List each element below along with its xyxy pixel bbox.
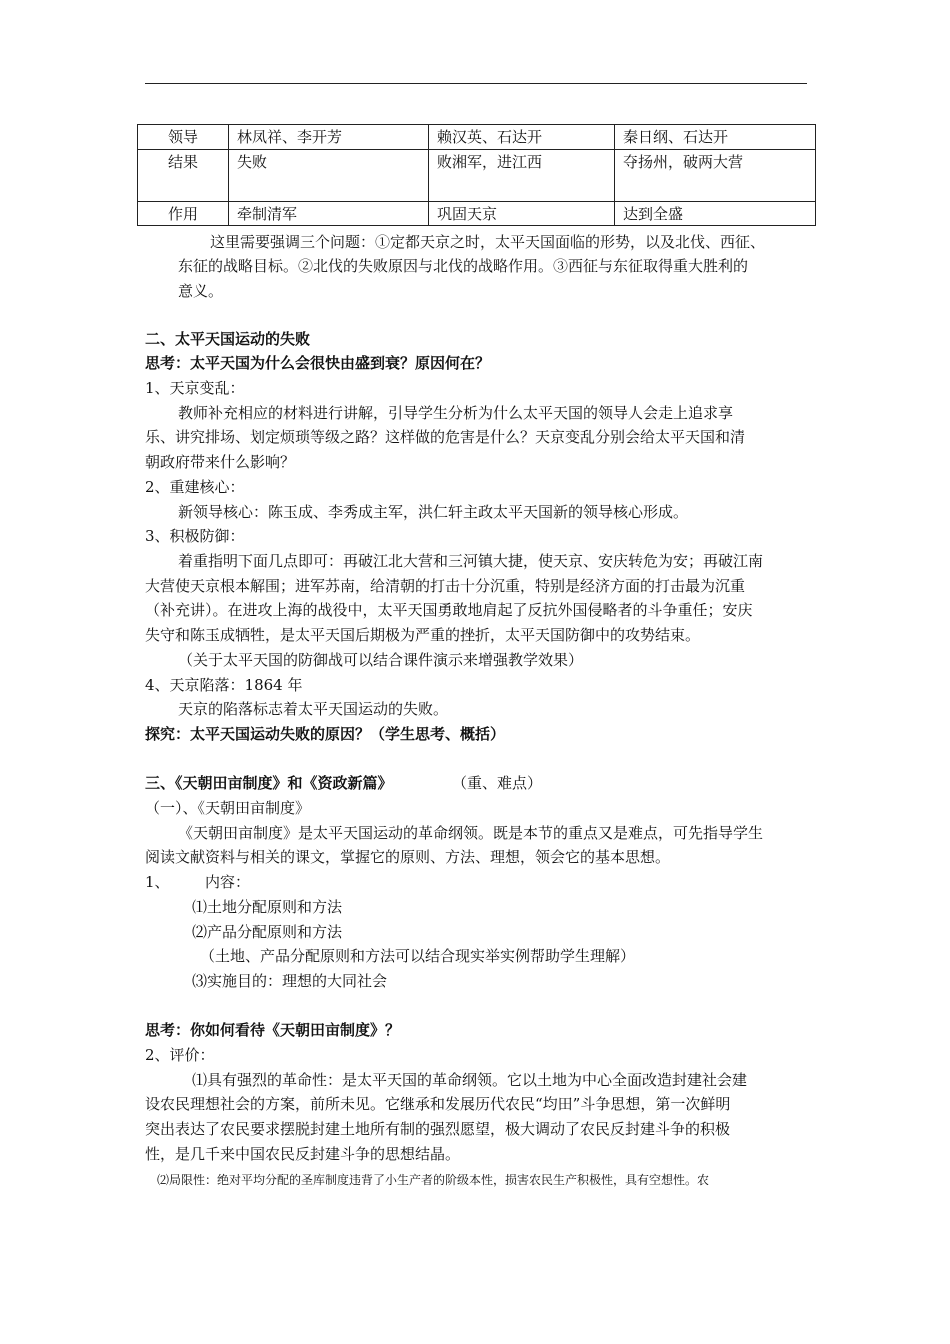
table-cell: 牵制清军 (229, 202, 429, 226)
table-cell: 巩固天京 (429, 202, 615, 226)
paragraph-line: 这里需要强调三个问题：①定都天京之时，太平天国面临的形势，以及北伐、西征、 (210, 233, 766, 251)
paragraph-line: 大营使天京根本解围；进军苏南，给清朝的打击十分沉重，特别是经济方面的打击最为沉重 (145, 577, 746, 595)
table-cell: 林凤祥、李开芳 (229, 125, 429, 150)
list-item-label: 内容： (205, 873, 251, 891)
paragraph-line: 性，是几千来中国农民反封建斗争的思想结晶。 (145, 1145, 461, 1163)
table-row (138, 202, 816, 226)
think-question: 思考：太平天国为什么会很快由盛到衰？原因何在？ (145, 354, 491, 372)
think-question: 思考：你如何看待《天朝田亩制度》？ (145, 1021, 401, 1039)
paragraph-line: ⑵局限性：绝对平均分配的圣库制度违背了小生产者的阶级本性，损害农民生产积极性，具有空想性。农 (157, 1173, 710, 1187)
section-heading: 二、太平天国运动的失败 (145, 330, 311, 348)
list-item: 2、重建核心： (145, 478, 245, 496)
table-row (138, 150, 816, 202)
list-item: 1、天京变乱： (145, 379, 245, 397)
table-row (138, 125, 816, 150)
paragraph-line: 《天朝田亩制度》是太平天国运动的革命纲领。既是本节的重点又是难点，可先指导学生 (178, 824, 764, 842)
section-note: （重、难点） (452, 774, 543, 792)
table-cell: 赖汉英、石达开 (429, 125, 615, 150)
paragraph-line: 朝政府带来什么影响？ (145, 453, 296, 471)
list-item: ⑵产品分配原则和方法 (192, 923, 343, 941)
table-cell: 失败 (229, 150, 429, 202)
paragraph-line: 阅读文献资料与相关的课文，掌握它的原则、方法、理想，领会它的基本思想。 (145, 848, 671, 866)
campaign-table (137, 124, 816, 226)
paragraph-line: （土地、产品分配原则和方法可以结合现实举实例帮助学生理解） (200, 947, 636, 965)
header-rule (145, 83, 807, 84)
table-cell: 败湘军，进江西 (429, 150, 615, 202)
list-item: 2、评价： (145, 1046, 215, 1064)
paragraph-line: （补充讲）。在进攻上海的战役中，太平天国勇敢地肩起了反抗外国侵略者的斗争重任；安庆 (145, 601, 753, 619)
paragraph-line: 教师补充相应的材料进行讲解，引导学生分析为什么太平天国的领导人会走上追求享 (178, 404, 734, 422)
paragraph-line: 天京的陷落标志着太平天国运动的失败。 (178, 700, 449, 718)
paragraph-line: 新领导核心：陈玉成、李秀成主军，洪仁轩主政太平天国新的领导核心形成。 (178, 503, 689, 521)
table-cell: 达到全盛 (615, 202, 816, 226)
paragraph-line: 着重指明下面几点即可：再破江北大营和三河镇大捷，使天京、安庆转危为安；再破江南 (178, 552, 764, 570)
table-cell: 作用 (138, 202, 229, 226)
list-item: 3、积极防御： (145, 527, 245, 545)
list-item-number: 1、 (145, 873, 170, 891)
paragraph-line: 突出表达了农民要求摆脱封建土地所有制的强烈愿望，极大调动了农民反封建斗争的积极 (145, 1120, 731, 1138)
paragraph-line: （关于太平天国的防御战可以结合课件演示来增强教学效果） (178, 651, 584, 669)
paragraph-line: 失守和陈玉成牺牲，是太平天国后期极为严重的挫折，太平天国防御中的攻势结束。 (145, 626, 701, 644)
list-item: ⑴土地分配原则和方法 (192, 898, 343, 916)
paragraph-line: 设农民理想社会的方案，前所未见。它继承和发展历代农民“均田”斗争思想，第一次鲜明 (145, 1095, 731, 1113)
paragraph-line: 东征的战略目标。②北伐的失败原因与北伐的战略作用。③西征与东征取得重大胜利的 (178, 257, 749, 275)
subsection-heading: （一）、《天朝田亩制度》 (145, 799, 311, 817)
section-heading: 三、《天朝田亩制度》和《资政新篇》 (145, 774, 393, 792)
table-cell: 夺扬州，破两大营 (615, 150, 816, 202)
list-item: ⑶实施目的：理想的大同社会 (192, 972, 388, 990)
explore-question: 探究：太平天国运动失败的原因？（学生思考、概括） (145, 725, 506, 743)
table-cell: 领导 (138, 125, 229, 150)
paragraph-line: ⑴具有强烈的革命性：是太平天国的革命纲领。它以土地为中心全面改造封建社会建 (192, 1071, 748, 1089)
list-item: 4、天京陷落：1864 年 (145, 676, 303, 694)
table-cell: 秦日纲、石达开 (615, 125, 816, 150)
paragraph-line: 乐、讲究排场、划定烦琐等级之路？这样做的危害是什么？天京变乱分别会给太平天国和清 (145, 428, 746, 446)
paragraph-line: 意义。 (178, 282, 224, 300)
table-cell: 结果 (138, 150, 229, 202)
